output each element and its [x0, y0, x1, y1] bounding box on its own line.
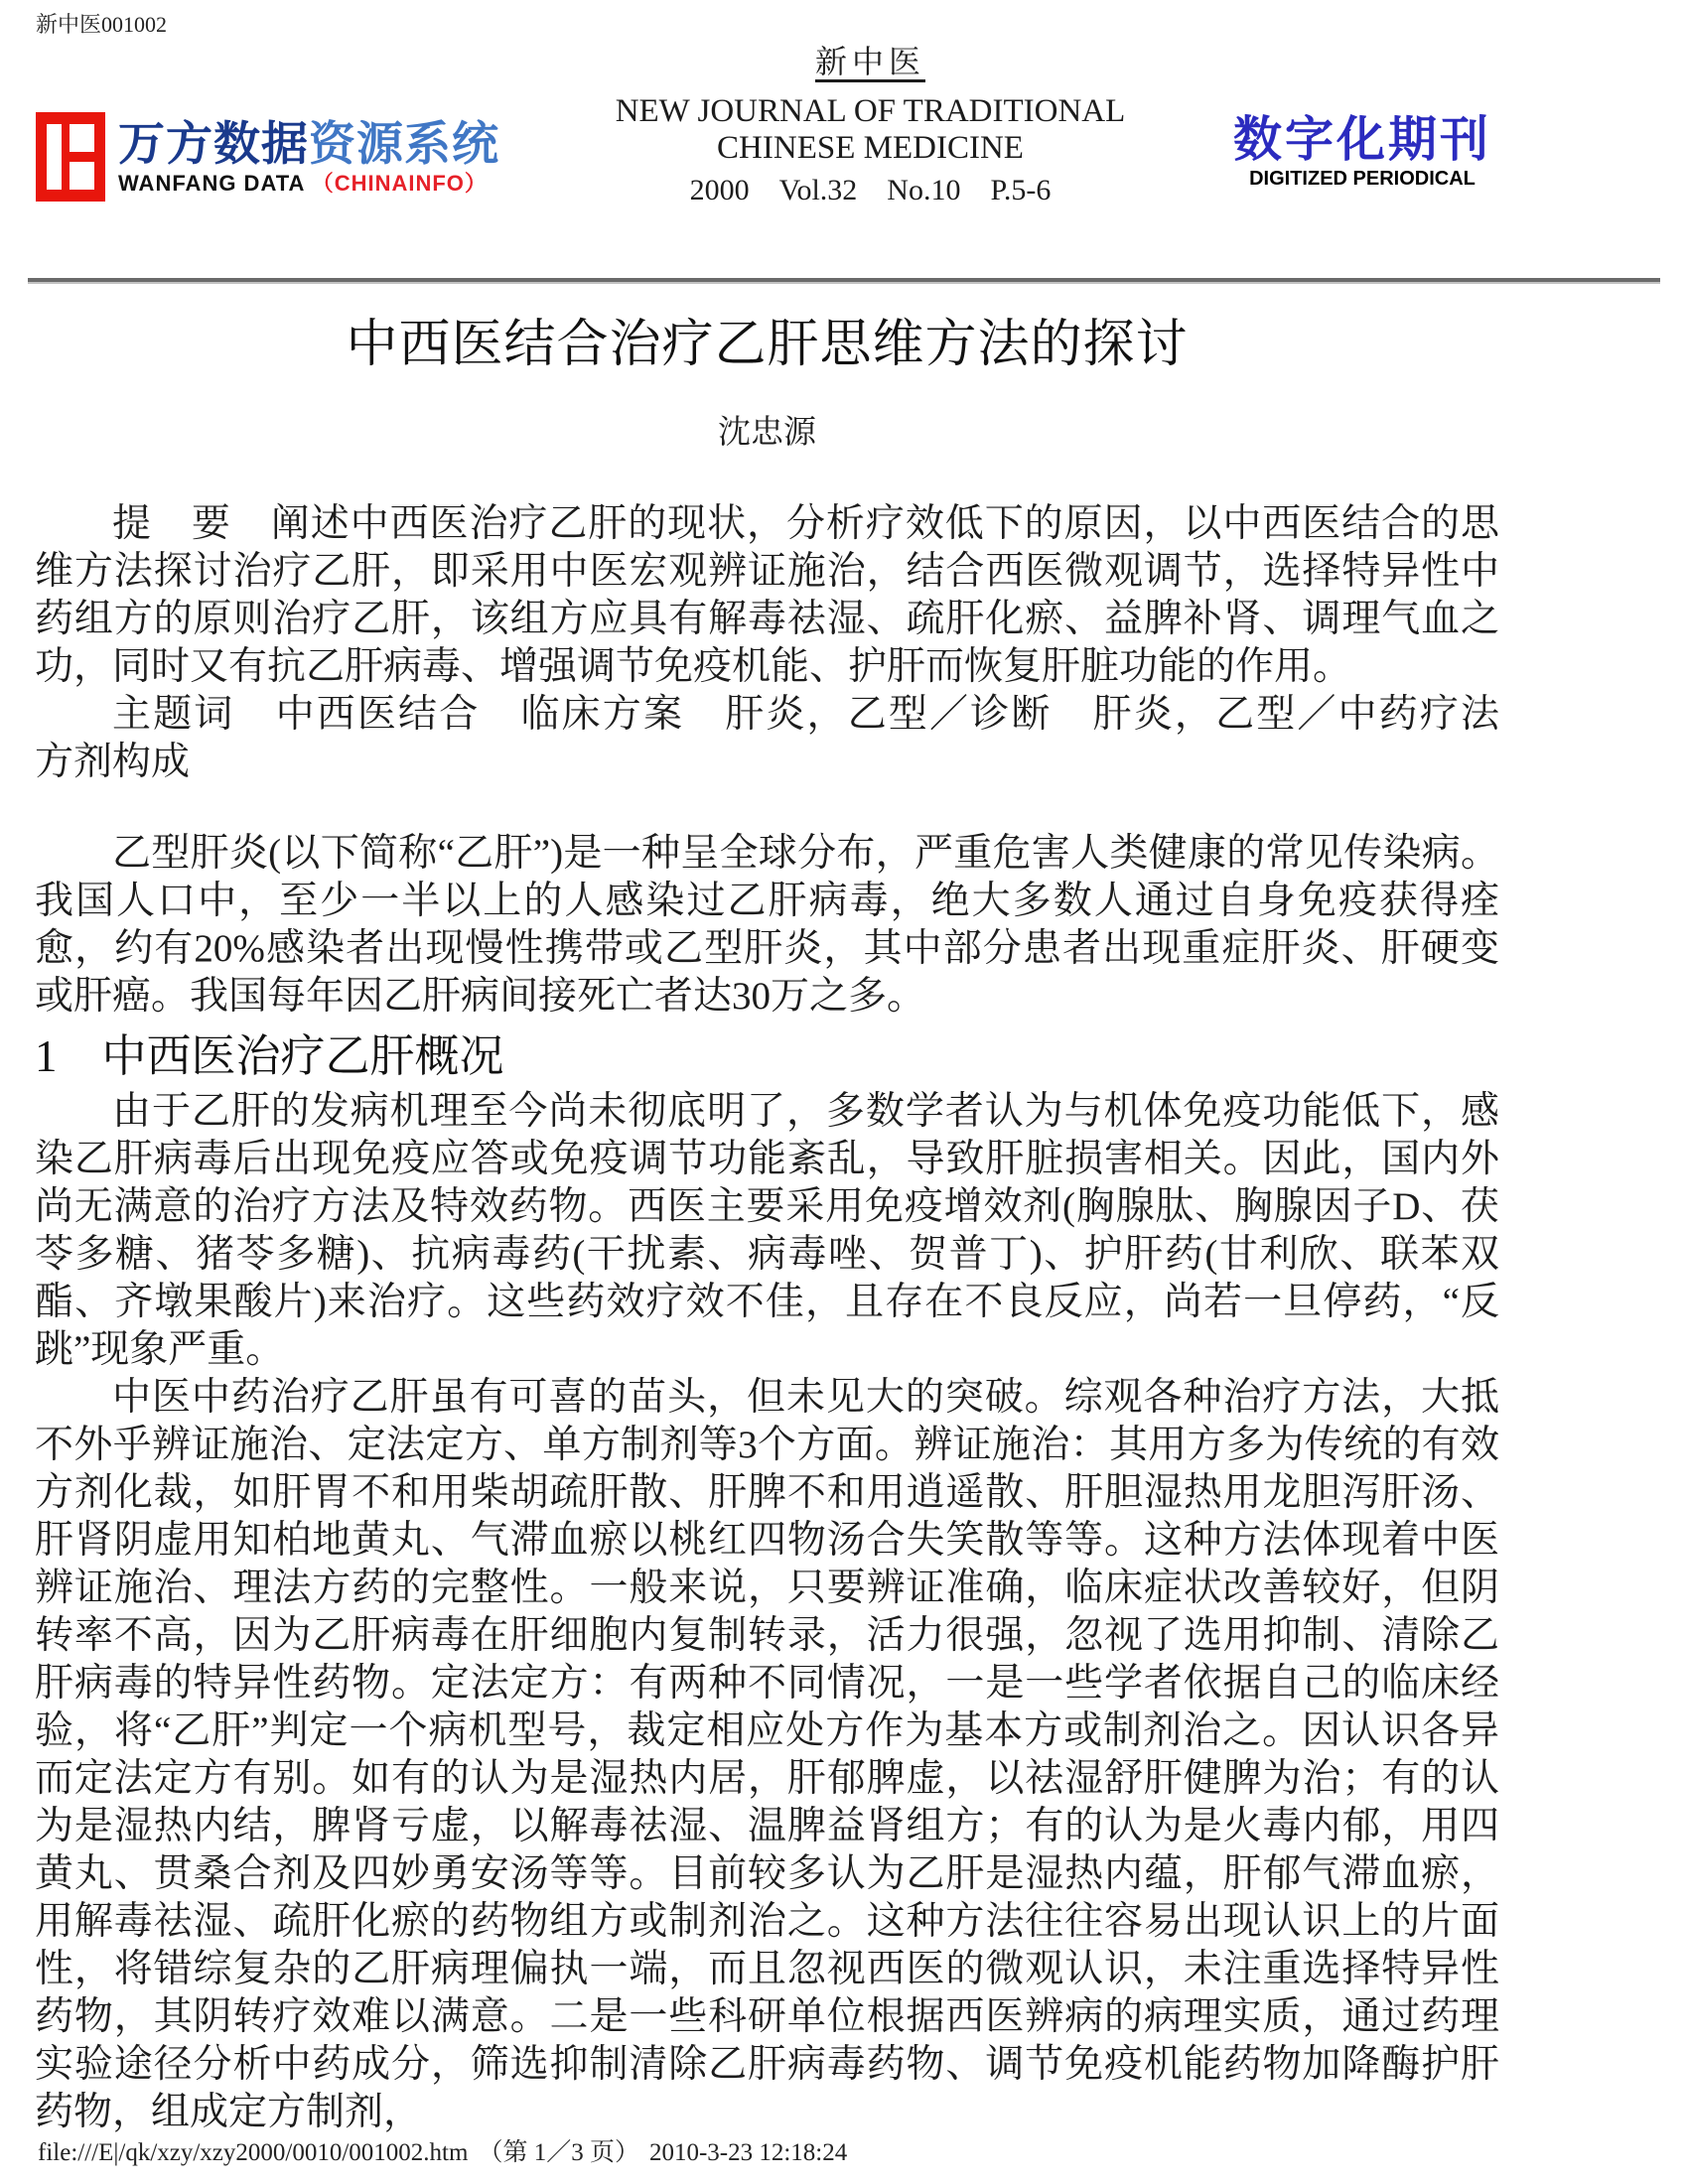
- digitized-periodical-cn: 数字化期刊: [1232, 113, 1491, 167]
- article-title: 中西医结合治疗乙肝思维方法的探讨: [346, 317, 1189, 373]
- journal-title-en-line1: NEW JOURNAL OF TRADITIONAL: [615, 93, 1126, 129]
- wanfang-logo: [35, 111, 513, 203]
- keywords-label: 主题词: [112, 693, 235, 736]
- footer-page-info: （第 1／3 页）: [478, 2139, 639, 2166]
- wanfang-logo-icon: [35, 111, 106, 203]
- abstract-label: 提 要: [112, 502, 231, 545]
- section-1-heading: 1 中西医治疗乙肝概况: [35, 1031, 504, 1081]
- journal-header: [513, 42, 1227, 208]
- digitized-periodical-en: DIGITIZED PERIODICAL: [1249, 168, 1476, 190]
- article-author: 沈忠源: [718, 415, 816, 451]
- keywords-text: 中西医结合 临床方案 肝炎，乙型／诊断 肝炎，乙型／中药疗法 方剂构成: [35, 693, 1538, 783]
- body-paragraph-2: 由于乙肝的发病机理至今尚未彻底明了，多数学者认为与机体免疫功能低下，感染乙肝病毒后出现免疫应答或免疫调节功能紊乱，导致肝脏损害相关。因此，国内外尚无满意的治疗方法及特效药物。西医主要采用免疫增效剂(胸腺肽、胸腺因子D、茯苓多糖、猪苓多糖)、抗病毒药(干扰素、病毒唑、贺普丁)、护肝药(甘利欣、联苯双酯、齐墩果酸片)来治疗。这些药效疗效不佳，且存在不良反应，尚若一旦停药，“反跳”现象严重。: [35, 1090, 1499, 1371]
- journal-title-en-line2: CHINESE MEDICINE: [717, 130, 1024, 166]
- digitized-periodical-logo: [1227, 113, 1497, 190]
- wanfang-suffix-cn: 资源系统: [309, 116, 499, 170]
- abstract-paragraph: [35, 500, 1499, 691]
- wanfang-chinainfo-label: （CHINAINFO）: [311, 170, 488, 196]
- abstract-text: 阐述中西医治疗乙肝的现状，分析疗效低下的原因，以中西医结合的思维方法探讨治疗乙肝，即采用中医宏观辨证施治，结合西医微观调节，选择特异性中药组方的原则治疗乙肝，该组方应具有解毒祛湿、疏肝化瘀、益脾补肾、调理气血之功，同时又有抗乙肝病毒、增强调节免疫机能、护肝而恢复肝脏功能的作用。: [35, 502, 1499, 688]
- journal-issue-line: 2000 Vol.32 No.10 P.5-6: [689, 174, 1052, 206]
- wanfang-name-cn: 万方数据: [118, 116, 309, 170]
- wanfang-name-en: WANFANG DATA: [118, 170, 305, 196]
- keywords-paragraph: [35, 691, 1538, 786]
- article-content: [35, 317, 1538, 2136]
- footer-file-path: file:///E|/qk/xzy/xzy2000/0010/001002.htm: [38, 2139, 469, 2166]
- journal-title-link[interactable]: 新中医: [814, 44, 925, 79]
- header: [0, 0, 1688, 208]
- footer-status-line: [38, 2132, 857, 2168]
- header-divider: [28, 278, 1660, 284]
- footer-datetime: 2010-3-23 12:18:24: [648, 2139, 848, 2166]
- body-paragraph-3: 中医中药治疗乙肝虽有可喜的苗头，但未见大的突破。综观各种治疗方法，大抵不外乎辨证施治、定法定方、单方制剂等3个方面。辨证施治：其用方多为传统的有效方剂化裁，如肝胃不和用柴胡疏肝散、肝脾不和用逍遥散、肝胆湿热用龙胆泻肝汤、肝肾阴虚用知柏地黄丸、气滞血瘀以桃红四物汤合失笑散等等。这种方法体现着中医辨证施治、理法方药的完整性。一般来说，只要辨证准确，临床症状改善较好，但阴转率不高，因为乙肝病毒在肝细胞内复制转录，活力很强，忽视了选用抑制、清除乙肝病毒的特异性药物。定法定方：有两种不同情况，一是一些学者依据自己的临床经验，将“乙肝”判定一个病机型号，裁定相应处方作为基本方或制剂治之。因认识各异而定法定方有别。如有的认为是湿热内居，肝郁脾虚，以祛湿舒肝健脾为治；有的认为是湿热内结，脾肾亏虚，以解毒祛湿、温脾益肾组方；有的认为是火毒内郁，用四黄丸、贯桑合剂及四妙勇安汤等等。目前较多认为乙肝是湿热内蕴，肝郁气滞血瘀，用解毒祛湿、疏肝化瘀的药物组方或制剂治之。这种方法往往容易出现认识上的片面性，将错综复杂的乙肝病理偏执一端，而且忽视西医的微观认识，未注重选择特异性药物，其阴转疗效难以满意。二是一些科研单位根据西医辨病的病理实质，通过药理实验途径分析中药成分，筛选抑制清除乙肝病毒药物、调节免疫机能药物加降酶护肝药物，组成定方制剂，: [35, 1376, 1499, 2133]
- doc-id: 新中医001002: [36, 12, 168, 37]
- wanfang-logo-text: [118, 116, 499, 196]
- body-paragraph-1: 乙型肝炎(以下简称“乙肝”)是一种呈全球分布，严重危害人类健康的常见传染病。我国人口中，至少一半以上的人感染过乙肝病毒，绝大多数人通过自身免疫获得痊愈，约有20%感染者出现慢性携带或乙型肝炎，其中部分患者出现重症肝炎、肝硬变或肝癌。我国每年因乙肝病间接死亡者达30万之多。: [35, 832, 1499, 1018]
